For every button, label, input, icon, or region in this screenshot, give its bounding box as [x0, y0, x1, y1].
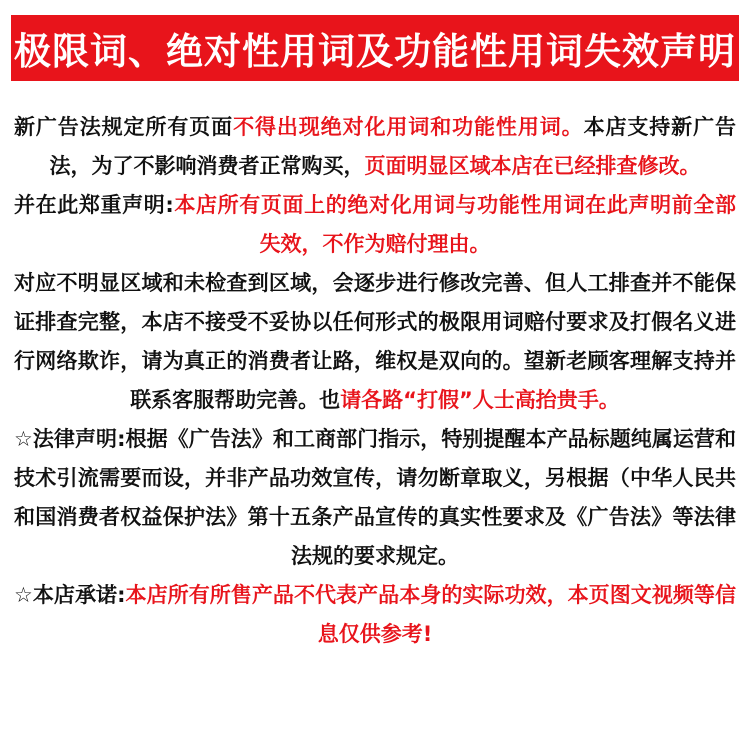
p4-text-a: ☆法律声明:根据《广告法》和工商部门指示，特别提醒本产品标题纯属运营和技术引流需要而设，并非产品功效宣传，请勿断章取义，另根据（中华人民共和国消费者权益保护法》第十五条产品宣传的真实性要求及《广告法》等法律法规的要求规定。 [14, 427, 736, 568]
paragraph-advertising-law [14, 108, 736, 186]
paragraph-solemn-statement [14, 186, 736, 264]
p5-text-a: ☆本店承诺: [14, 583, 126, 607]
banner-title: 极限词、绝对性用词及功能性用词失效声明 [14, 30, 736, 73]
p2-highlight-b: 本店所有页面上的绝对化用词与功能性用词在此声明前全部失效，不作为赔付理由。 [173, 193, 736, 256]
paragraph-store-promise [14, 576, 736, 654]
declaration-body [14, 108, 736, 654]
p1-text-c: 本店支持新广告法，为了不影响消费者正常购买， [49, 115, 736, 178]
paragraph-unchecked-areas [14, 264, 736, 420]
p1-highlight-b: 不得出现绝对化用词和功能性用词。 [233, 115, 584, 139]
p3-highlight-b: 请各路“打假”人士高抬贵手。 [340, 388, 620, 412]
paragraph-legal-statement [14, 420, 736, 576]
p3-text-a: 对应不明显区域和未检查到区域，会逐步进行修改完善、但人工排查并不能保证排查完整，本店不接受不妥协以任何形式的极限用词赔付要求及打假名义进行网络欺诈，请为真正的消费者让路，维权是双向的。望新老顾客理解支持并联系客服帮助完善。也 [14, 271, 736, 412]
p2-text-a: 并在此郑重声明: [14, 193, 174, 217]
title-banner [11, 15, 739, 81]
p1-highlight-d: 页面明显区域本店在已经排查修改。 [364, 154, 701, 178]
p1-text-a: 新广告法规定所有页面 [14, 115, 234, 139]
p5-highlight-b: 本店所有所售产品不代表产品本身的实际功效，本页图文视频等信息仅供参考! [125, 583, 736, 646]
